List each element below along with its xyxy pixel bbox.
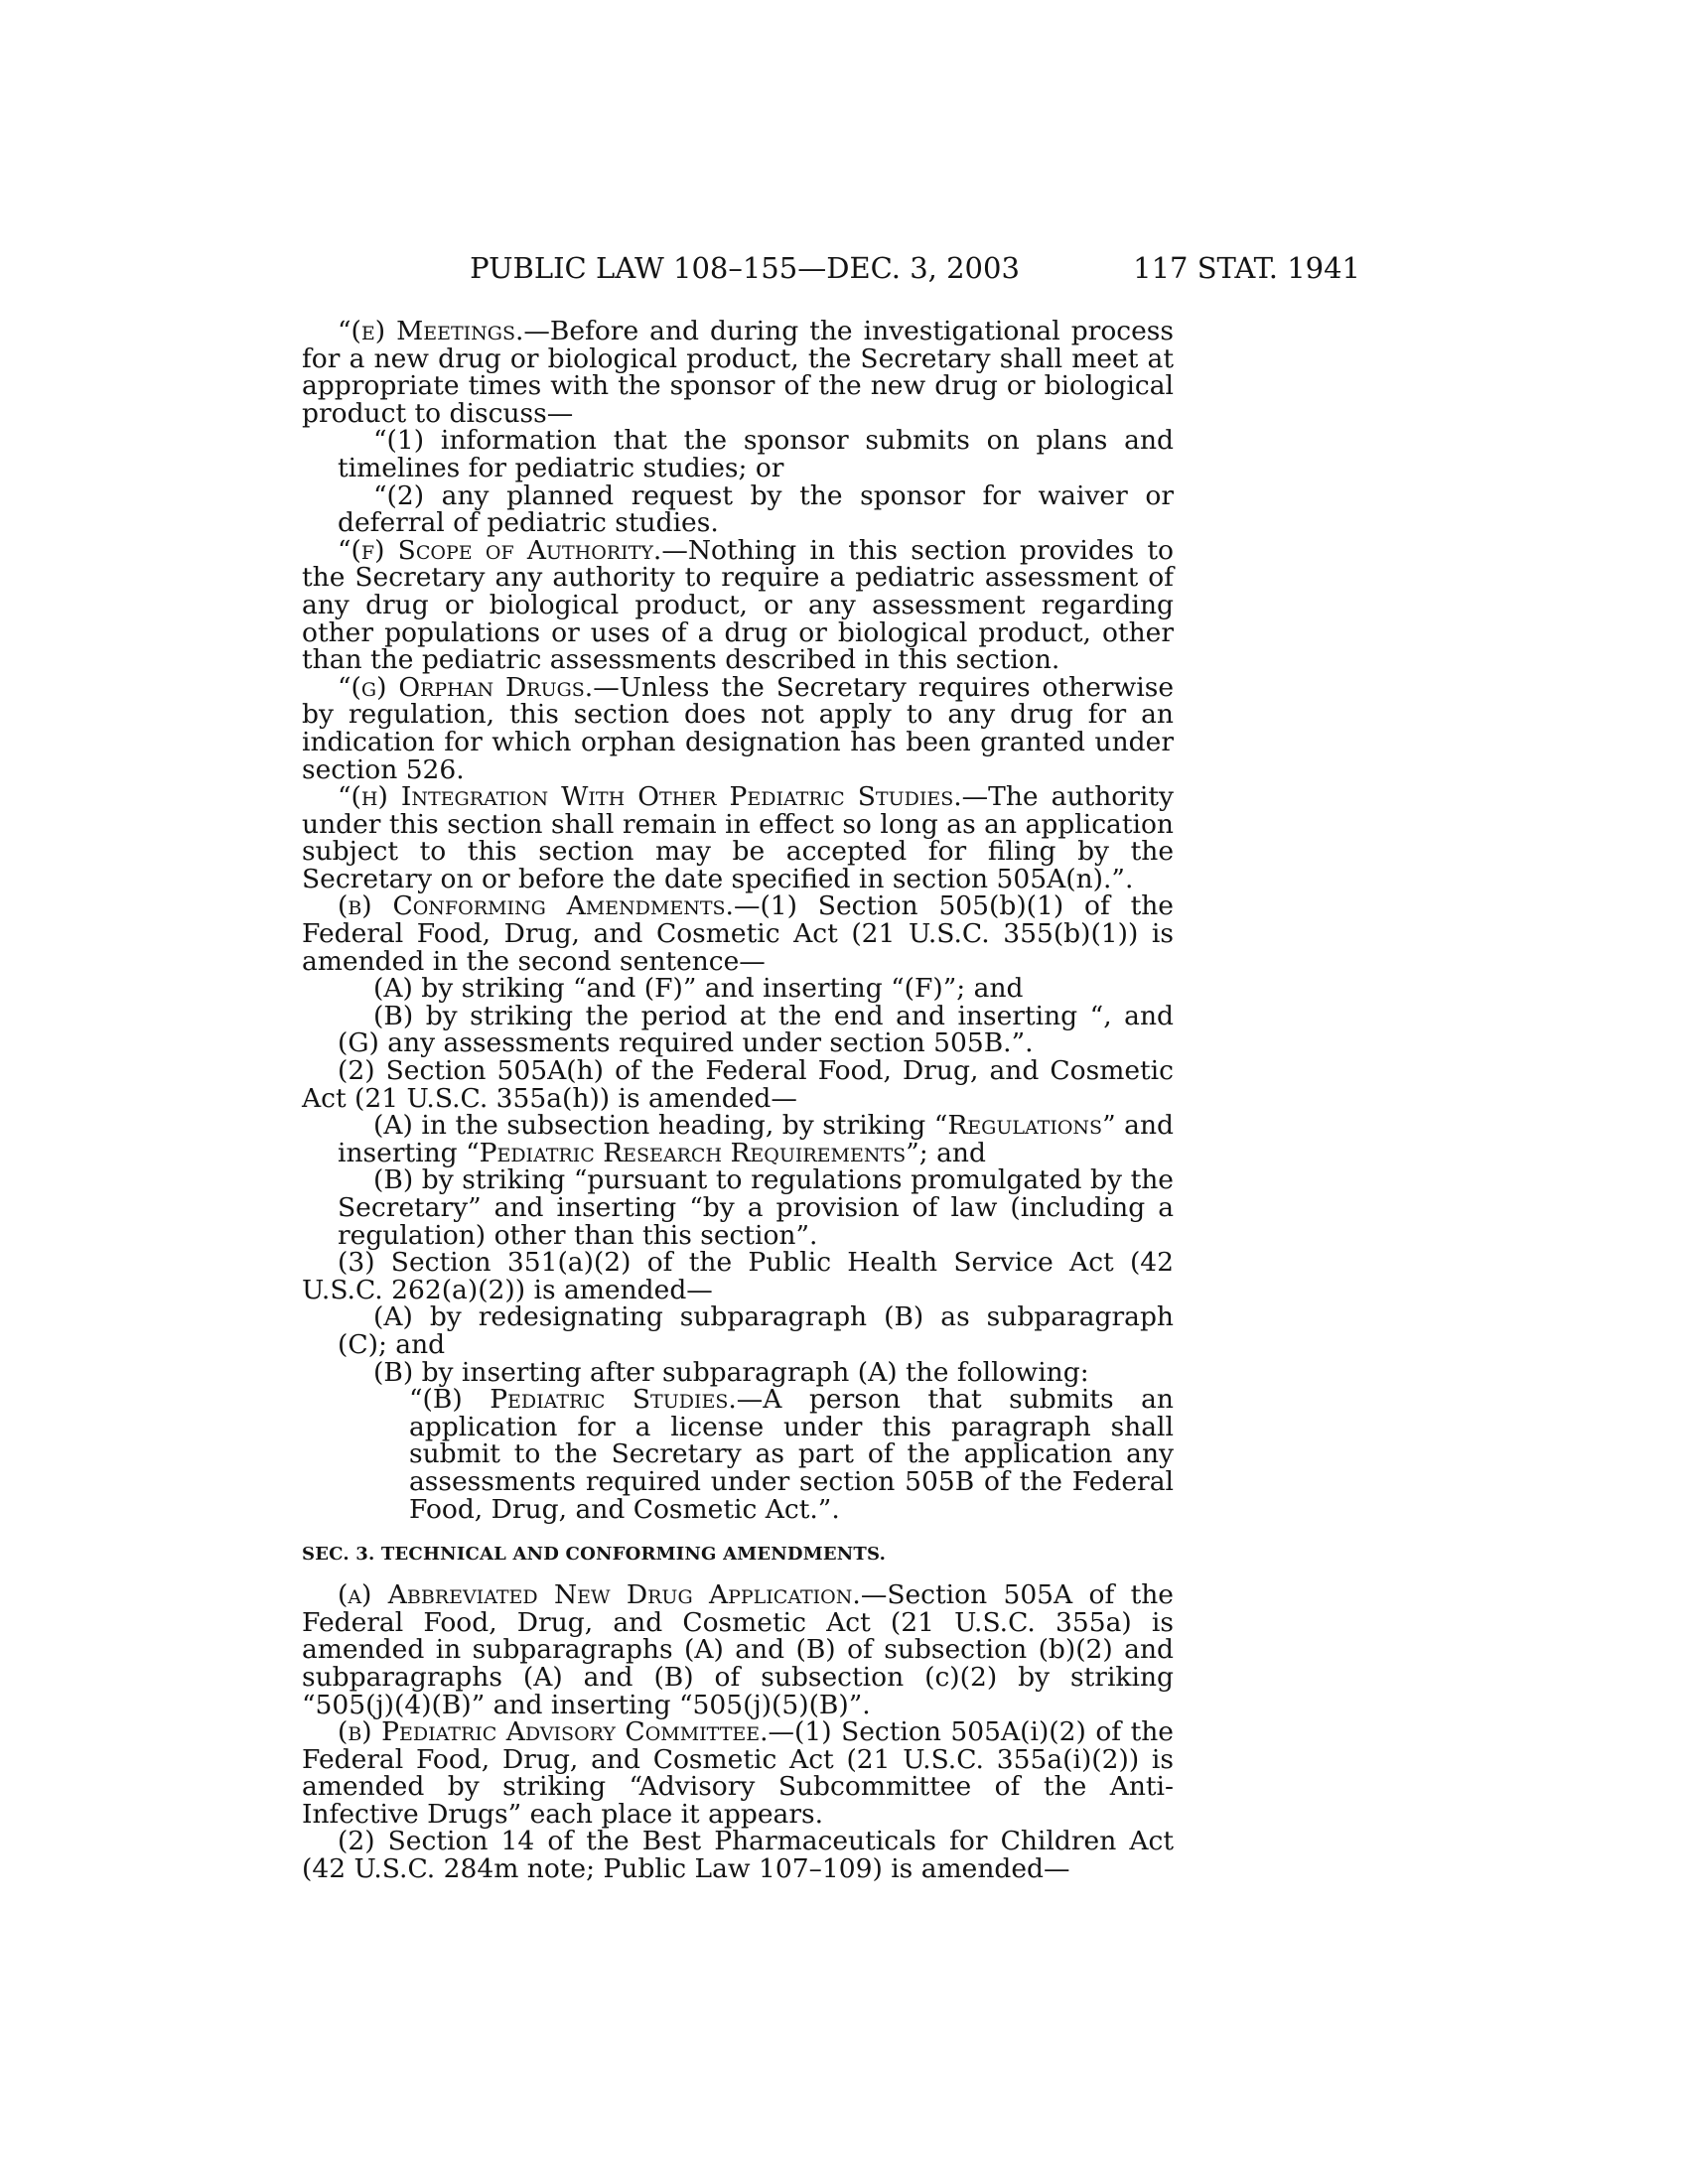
heading-conforming-amendments: (b) Conforming Amendments. (338, 890, 734, 922)
paragraph-b (302, 892, 1174, 975)
heading-pediatric-advisory-committee: (b) Pediatric Advisory Committee. (338, 1716, 769, 1748)
paragraph-s3a (302, 1581, 1174, 1718)
quoted-pediatric-studies (302, 1386, 1174, 1523)
paragraph-b1A: (A) by striking “and (F)” and inserting “(F)”; and (373, 973, 1024, 1005)
paragraph-h (302, 783, 1174, 892)
statute-page-number: 117 STAT. 1941 (1133, 251, 1360, 285)
heading-integration: “(h) Integration With Other Pediatric Studies. (338, 781, 962, 813)
paragraph-b3: (3) Section 351(a)(2) of the Public Health Service Act (42 U.S.C. 262(a)(2)) is amended— (302, 1247, 1174, 1305)
paragraph-b2A (302, 1112, 1174, 1166)
paragraph-text: ”; and (906, 1137, 986, 1168)
paragraph-text: —Unless the Secretary requires otherwise by regulation, this section does not apply to any drug for an indication for which orphan designation has been granted under section 526. (302, 671, 1174, 785)
paragraph-f (302, 534, 1174, 676)
running-header-title: PUBLIC LAW 108–155—DEC. 3, 2003 (470, 251, 1020, 285)
term-pediatric-research-requirements: Pediatric Research Requirements (479, 1137, 907, 1168)
heading-meetings: “(e) Meetings. (338, 316, 524, 346)
paragraph-b3B: (B) by inserting after subparagraph (A) the following: (373, 1356, 1089, 1388)
paragraph-e2: “(2) any planned request by the sponsor for waiver or deferral of pediatric studies. (338, 479, 1174, 539)
paragraph-text: —Section 505A of the Federal Food, Drug, and Cosmetic Act (21 U.S.C. 355a) is amended in subparagraphs (A) and (B) of subsection (b)(2) and subparagraphs (A) and (B) of subsection (c)(2) by striking “505(j)(4)(B)” and inserting “505(j)(5)(B)”. (302, 1579, 1174, 1720)
paragraph-e1: “(1) information that the sponsor submits on plans and timelines for pediatric studies; or (338, 425, 1174, 483)
paragraph-b2B: (B) by striking “pursuant to regulations promulgated by the Secretary” and inserting “by a provision of law (including a regulation) other than this section”. (338, 1164, 1174, 1251)
paragraph-b2: (2) Section 505A(h) of the Federal Food, Drug, and Cosmetic Act (21 U.S.C. 355a(h)) is amended— (302, 1055, 1174, 1114)
heading-pediatric-studies: “(B) Pediatric Studies. (409, 1384, 737, 1416)
term-regulations: Regulations (947, 1110, 1103, 1142)
paragraph-s3b2: (2) Section 14 of the Best Pharmaceuticals for Children Act (42 U.S.C. 284m note; Public Law 107–109) is amended— (302, 1826, 1174, 1885)
paragraph-text: —Before and during the investigational process for a new drug or biological product, the Secretary shall meet at appropriate times with the sponsor of the new drug or biological product to discuss— (302, 316, 1175, 429)
paragraph-g (302, 671, 1174, 785)
paragraph-text: —(1) Section 505A(i)(2) of the Federal Food, Drug, and Cosmetic Act (21 U.S.C. 355a(i)(2)) is amended by striking “Advisory Subcommittee of the Anti-Infective Drugs” each place it appears. (302, 1716, 1174, 1830)
paragraph-b1B: (B) by striking the period at the end and inserting “, and (G) any assessments required under section 505B.”. (338, 1000, 1174, 1059)
paragraph-b3A: (A) by redesignating subparagraph (B) as subparagraph (C); and (338, 1301, 1174, 1360)
heading-abbreviated-new-drug-application: (a) Abbreviated New Drug Application. (338, 1579, 861, 1611)
paragraph-text: (A) in the subsection heading, by striking “ (373, 1110, 948, 1142)
paragraph-text: —Nothing in this section provides to the Secretary any authority to require a pediatric assessment of any drug or biological product, or any assessment regarding other populations or uses of a drug or biological product, other than the pediatric assessments described in this section. (302, 534, 1174, 676)
paragraph-e (302, 318, 1174, 427)
section-3-heading: SEC. 3. TECHNICAL AND CONFORMING AMENDMENTS. (302, 1544, 887, 1566)
paragraph-text: ” and inserting “ (338, 1110, 1174, 1168)
paragraph-text: —A person that submits an application for a license under this paragraph shall submit to the Secretary as part of the application any assessments required under section 505B of the Federal Food, Drug, and Cosmetic Act.”. (409, 1384, 1175, 1525)
document-body (302, 318, 1174, 1883)
paragraph-s3b (302, 1718, 1174, 1828)
paragraph-text: —The authority under this section shall remain in effect so long as an application subject to this section may be accepted for filing by the Secretary on or before the date specified in section 505A(n).”. (302, 781, 1174, 894)
heading-scope-of-authority: “(f) Scope of Authority. (338, 534, 662, 566)
heading-orphan-drugs: “(g) Orphan Drugs. (338, 671, 594, 703)
paragraph-text: —(1) Section 505(b)(1) of the Federal Food, Drug, and Cosmetic Act (21 U.S.C. 355(b)(1)) is amended in the second sentence— (302, 890, 1174, 977)
